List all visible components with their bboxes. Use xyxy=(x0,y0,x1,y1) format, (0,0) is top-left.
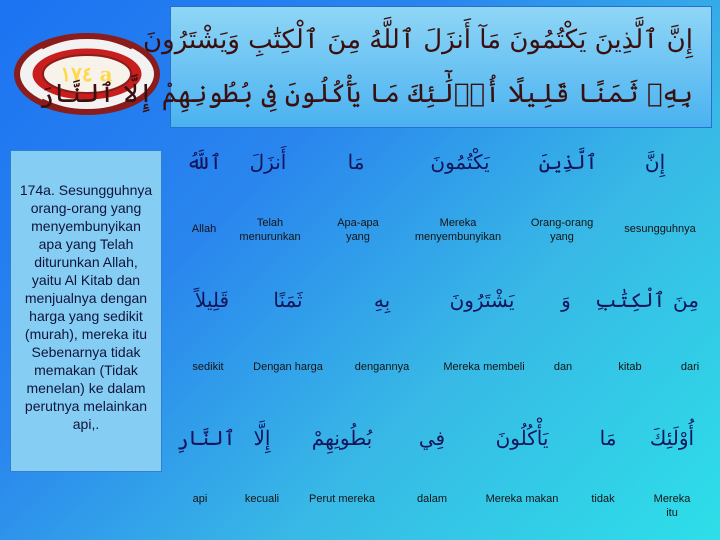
word-gloss: dengannya xyxy=(354,361,410,373)
word-gloss: dari xyxy=(680,361,700,373)
word-arabic: يَشْتَرُونَ xyxy=(449,288,515,312)
word-gloss: sesungguhnya xyxy=(624,223,696,235)
word-gloss: dan xyxy=(553,361,573,373)
word-gloss: Perut mereka xyxy=(308,493,376,505)
word-arabic: أَنزَلَ xyxy=(249,150,287,174)
word-arabic: وَ xyxy=(561,288,571,312)
word-gloss: Orang-orang yang xyxy=(530,217,594,243)
word-gloss: kecuali xyxy=(244,493,280,505)
word-gloss: tidak xyxy=(591,493,615,505)
word-arabic: ٱلنَّارِ xyxy=(176,426,236,450)
word-arabic: إِنَّ xyxy=(644,150,666,174)
word-arabic: قَلِيلاً xyxy=(194,288,230,312)
word-gloss: Dengan harga xyxy=(253,361,323,373)
word-gloss: Allah xyxy=(191,223,217,235)
word-gloss: Telah menurunkan xyxy=(239,217,301,243)
word-gloss: Mereka membeli xyxy=(443,361,525,373)
verse-number: ١٧٤ a xyxy=(60,62,114,86)
word-gloss: Mereka menyembunyikan xyxy=(414,217,502,243)
word-gloss: Apa-apa yang xyxy=(337,217,379,243)
word-arabic: مَا xyxy=(599,426,617,450)
word-arabic: ٱللَّهُ xyxy=(186,150,222,174)
word-arabic: بِهِ xyxy=(373,288,391,312)
verse-line-2: بِهِۦ ثَمَنًا قَلِيلًا أُو۟لَٰٓئِكَ مَا يَأْكُلُونَ فِى بُطُونِهِمْ إِلَّا ٱلنَّارَ xyxy=(38,79,693,109)
word-arabic: يَكْتُمُونَ xyxy=(430,150,490,174)
word-gloss: Mereka makan xyxy=(485,493,559,505)
translation-text: 174a. Sesungguhnya orang-orang yang menyembunyikan apa yang Telah diturunkan Allah, yaitu Al Kitab dan menjualnya dengan harga yang sedikit (murah), mereka itu Sebenarnya tidak memakan (Tidak menelan) ke dalam perutnya melainkan api,. xyxy=(19,182,153,432)
word-gloss: kitab xyxy=(618,361,642,373)
word-arabic: مَا xyxy=(347,150,365,174)
word-gloss: sedikit xyxy=(192,361,224,373)
word-arabic: ٱلْكِتَٰبِ xyxy=(594,288,666,312)
word-arabic: فِي xyxy=(418,426,446,450)
word-arabic: ثَمَنًا xyxy=(273,288,303,312)
word-arabic: إِلَّا xyxy=(253,426,271,450)
word-arabic: يَأْكُلُونَ xyxy=(495,426,549,450)
word-gloss: api xyxy=(192,493,208,505)
translation-panel xyxy=(10,150,162,472)
word-arabic: ٱلَّذِينَ xyxy=(538,150,598,174)
verse-line-1: إِنَّ ٱلَّذِينَ يَكْتُمُونَ مَآ أَنزَلَ ٱللَّهُ مِنَ ٱلْكِتَٰبِ وَيَشْتَرُونَ xyxy=(143,25,693,55)
word-gloss: dalam xyxy=(417,493,447,505)
word-gloss: Mereka itu xyxy=(653,493,691,519)
word-arabic: أُوْلَئِكَ xyxy=(649,426,695,450)
word-arabic: بُطُونِهِمْ xyxy=(311,426,373,450)
word-arabic: مِنَ xyxy=(673,288,699,312)
